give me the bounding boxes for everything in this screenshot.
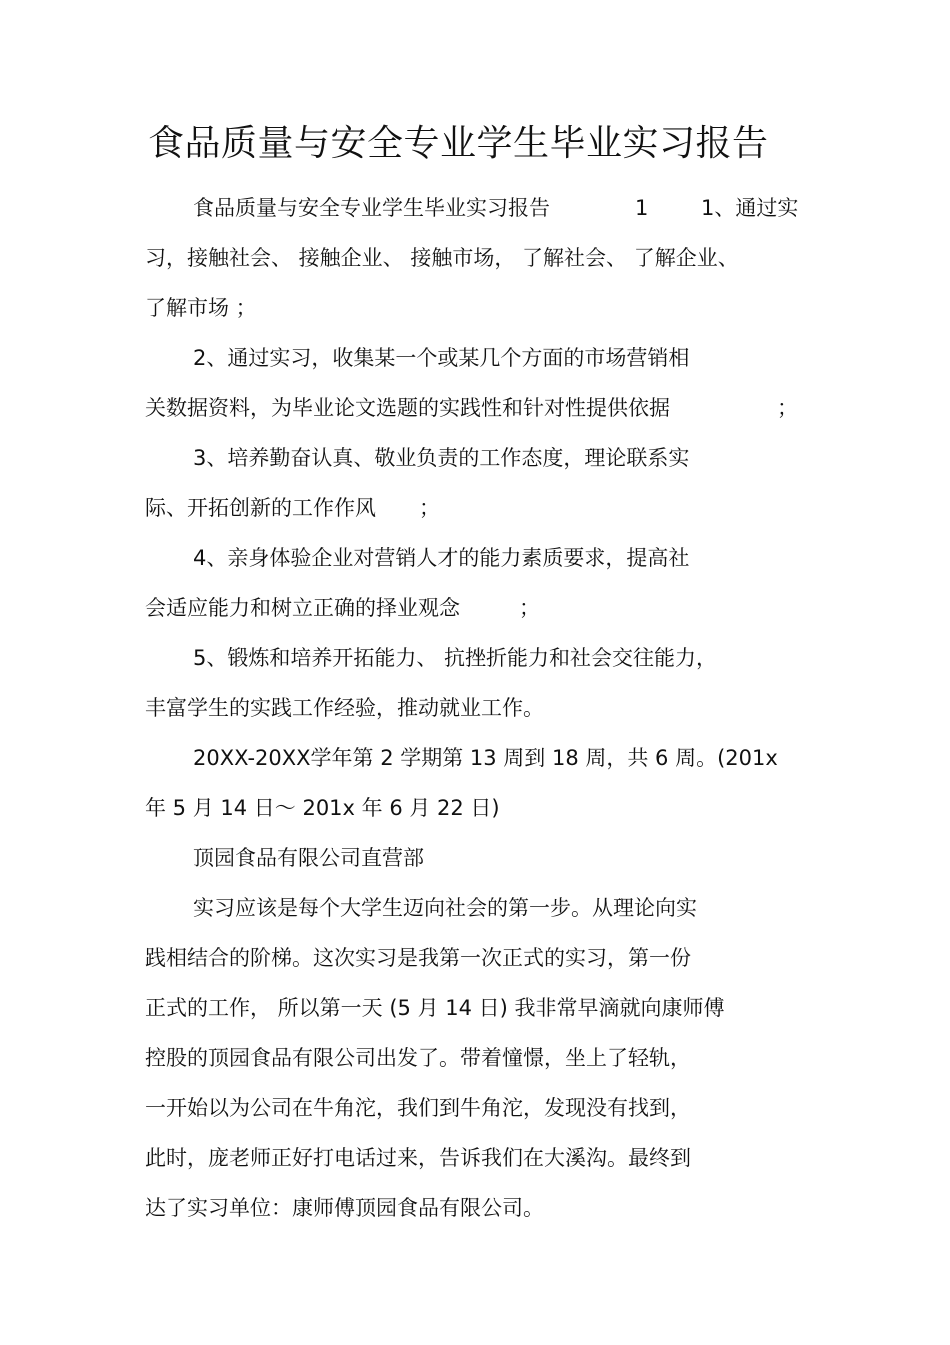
text-line: 20XX-20XX学年第 2 学期第 13 周到 18 周，共 6 周。(201x	[193, 746, 778, 770]
text-line	[145, 388, 805, 428]
text-segment: ；	[519, 596, 540, 620]
text-line: 此时，庞老师正好打电话过来，告诉我们在大溪沟。最终到	[145, 1146, 691, 1170]
text-line: 践相结合的阶梯。这次实习是我第一次正式的实习，第一份	[145, 946, 691, 970]
text-segment: 1、通过实	[701, 196, 799, 220]
text-segment: 际、开拓创新的工作作风	[145, 496, 376, 520]
text-segment: 食品质量与安全专业学生毕业实习报告	[193, 196, 550, 220]
text-line: 了解市场 ；	[145, 296, 257, 320]
text-line: 正式的工作， 所以第一天 (5 月 14 日) 我非常早滴就向康师傅	[145, 996, 725, 1020]
text-line: 达了实习单位：康师傅顶园食品有限公司。	[145, 1196, 544, 1220]
text-segment: ；	[419, 496, 440, 520]
text-line: 年 5 月 14 日～ 201x 年 6 月 22 日)	[145, 796, 500, 820]
text-line: 控股的顶园食品有限公司出发了。带着憧憬，坐上了轻轨，	[145, 1046, 691, 1070]
text-line: 丰富学生的实践工作经验，推动就业工作。	[145, 696, 544, 720]
text-line	[145, 488, 465, 528]
text-line: 5、锻炼和培养开拓能力、 抗挫折能力和社会交往能力，	[193, 646, 718, 670]
text-line: 实习应该是每个大学生迈向社会的第一步。从理论向实	[193, 896, 697, 920]
text-line: 习，接触社会、 接触企业、 接触市场， 了解社会、 了解企业、	[145, 246, 739, 270]
text-segment: 关数据资料，为毕业论文选题的实践性和针对性提供依据	[145, 396, 670, 420]
text-segment: 会适应能力和树立正确的择业观念	[145, 596, 460, 620]
text-line: 一开始以为公司在牛角沱，我们到牛角沱，发现没有找到，	[145, 1096, 691, 1120]
text-line: 4、亲身体验企业对营销人才的能力素质要求，提高社	[193, 546, 690, 570]
text-line: 2、通过实习，收集某一个或某几个方面的市场营销相	[193, 346, 690, 370]
text-line	[193, 188, 813, 228]
text-line	[145, 588, 565, 628]
text-segment: ；	[777, 396, 798, 420]
text-segment: 1	[635, 196, 649, 220]
text-line: 顶园食品有限公司直营部	[193, 846, 424, 870]
document-title: 食品质量与安全专业学生毕业实习报告	[148, 123, 769, 164]
text-line: 3、培养勤奋认真、敬业负责的工作态度，理论联系实	[193, 446, 690, 470]
